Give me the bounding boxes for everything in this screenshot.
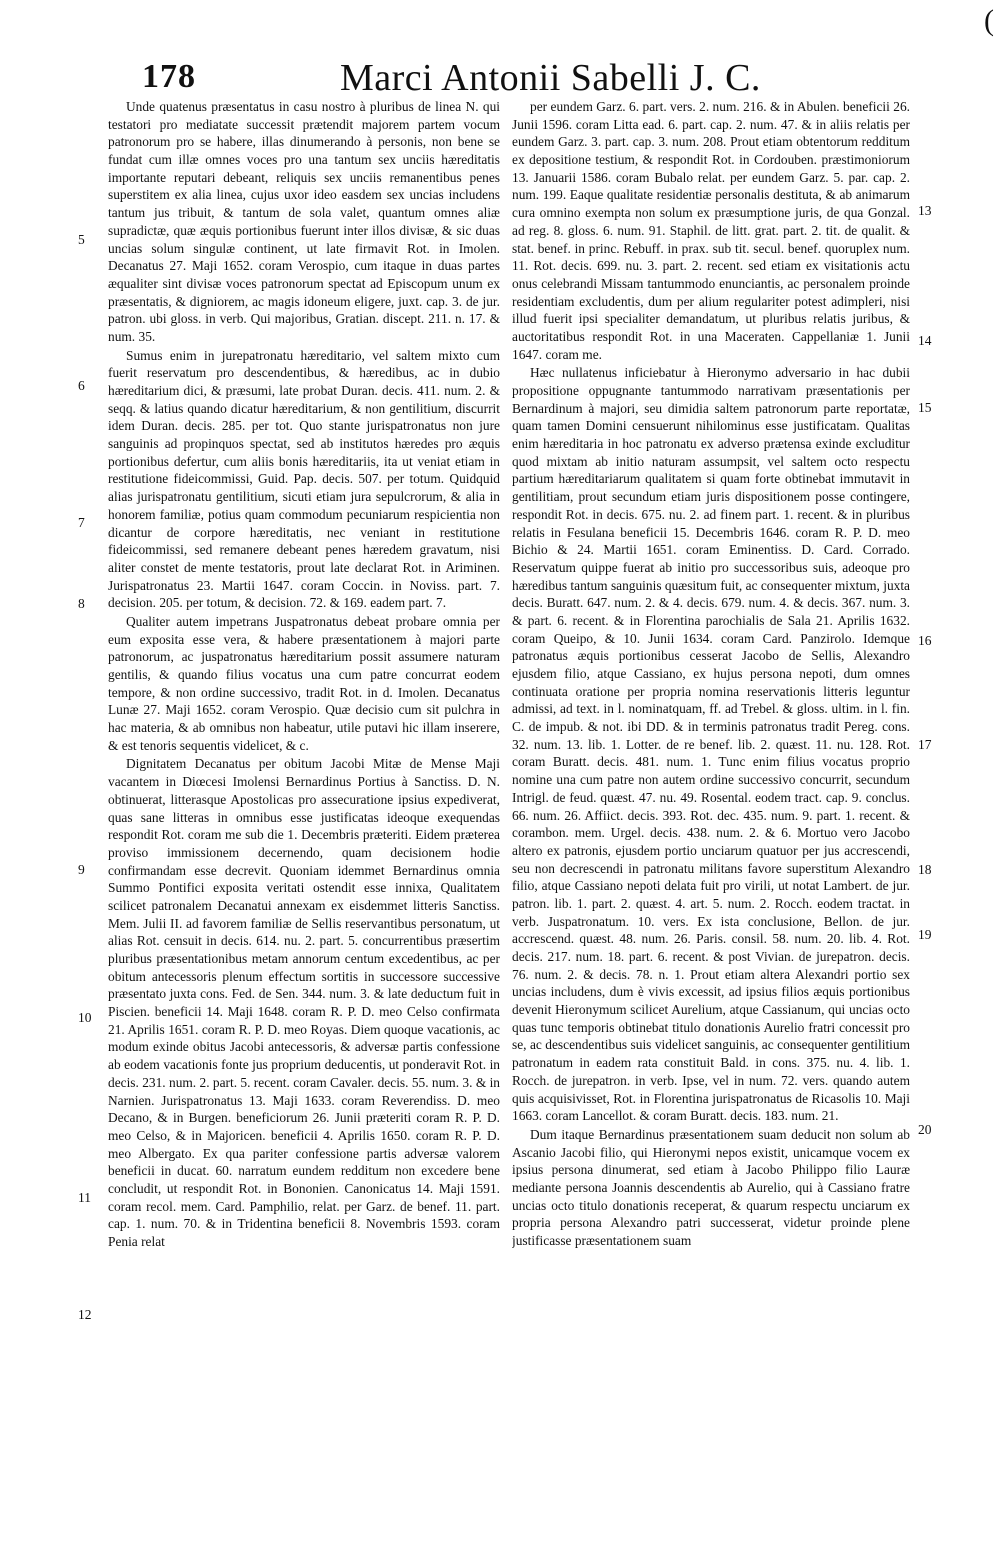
paragraph: Unde quatenus præsentatus in casu nostro à pluribus de linea N. qui testatori pro mediatate successit prætendit majorem partem vocum patronorum pro se habere, illas dinumerando à personis, non bene se fundat cum illæ omnes voces pro una tantum sex unciis hæreditatis importante reputari debeant, reliquis sex unciis remanentibus penes superstitem ex alia linea, cujus uxor ideo easdem sex uncias includens tantum jus tribuit, & tantum de sola valet, quantum omnes aliæ supradictæ, quæ æquis portionibus fuerunt inter illos divisæ, & sic duas uncias solum singulæ continent, ut late firmavit Rot. in Imolen. Decanatus 27. Maji 1652. coram Verospio, cum itaque in duas partes æqualiter sint divisæ voces patronorum spectat ad Episcopum unum ex præsentatis, & digniorem, ac magis idoneum eligere, juxt. cap. 3. de jur. patron. ubi gloss. in verb. Qui majoribus, Gratian. discept. 211. n. 17. & num. 35. [108, 99, 500, 344]
paragraph: per eundem Garz. 6. part. vers. 2. num. 216. & in Abulen. beneficii 26. Junii 1596. coram Litta ead. 6. part. cap. 2. num. 47. & in aliis relatis per eundem Garz. 3. part. cap. 3. num. 208. Prout etiam obtentorum redditum ex depositione testium, & respondit Rot. in Cordouben. præstimoniorum 13. Januarii 1586. coram Bubalo relat. per eundem Garz. 5. par. cap. 2. num. 199. Eaque qualitate residentiæ personalis destituta, & ab animarum cura omnino exempta non solum ex præsumptione juris, de qua Gonzal. ad reg. 8. gloss. 6. num. 91. Staphil. de litt. grat. part. 2. tit. de qualit. & stat. benef. in princ. Rebuff. in prax. sub tit. secul. benef. quoruplex num. 11. Rot. decis. 699. nu. 3. part. 2. recent. sed etiam ex visitationis actu onus celebrandi Missam tantummodo enunciantis, ac personalem proinde residentiam excludentis, dum per alium regulariter potest adimpleri, nisi illud fuerit ipsi specialiter demandatum, ut pluribus relatis juribus, & auctoritatibus respondit Rot. in una Maceraten. Cappellaniæ 1. Junii 1647. coram me. [512, 99, 910, 362]
running-title: Marci Antonii Sabelli J. C. [340, 57, 761, 99]
margin-number: 10 [78, 1010, 92, 1025]
margin-number: 8 [78, 596, 85, 611]
margin-number: 6 [78, 378, 85, 393]
paragraph: Sumus enim in jurepatronatu hæreditario, vel saltem mixto cum fuerit reservatum pro descendentibus, & hæredibus, ac in dubio hæreditarium dici, & præsumi, late probat Duran. decis. 411. num. 2. & seqq. & latius quando dicatur hæreditarium, & non gentilitium, discurrit idem Duran. decis. 285. per tot. Quo stante jurispatronatus non jure sanguinis ad propinquos spectat, sed ab institutos hæredes pro æquis portionibus defertur, cum aliis bonis hæreditariis, ita ut veniat etiam in restitutione fideicommissi, Guid. Pap. decis. 507. per totum. Quidquid alias jurispatronatu gentilitium, sicuti etiam jura sepulcrorum, & alia in honorem familiæ, potius quam commodum pecuniarum respicientia non dicantur de corpore hæreditatis, nec veniant in restitutione fideicommissi, sed remanere debeant penes hæredem gravatum, nisi aliter constet de mente testatoris, prout late declarat Rot. in Ariminen. Jurispatronatus 23. Martii 1647. coram Coccin. in Noviss. part. 7. decision. 205. per totum, & decision. 72. & 169. eadem part. 7. [108, 347, 500, 611]
margin-number: 20 [918, 1122, 932, 1137]
margin-number: 13 [918, 203, 932, 218]
paragraph: Qualiter autem impetrans Juspatronatus debeat probare omnia per eum exposita esse vera, & habere præsentationem à majori parte patronorum, ac juspatronatus hæreditarium possit assumere naturam gentilis, & quando filius vocatus una cum patre concurrat eodem tempore, & non ordine successivo, tradit Rot. in d. Imolen. Decanatus Lunæ 27. Maji 1652. coram Verospio. Quæ decisio cum sit pulchra in hac materia, & ab omnibus non habeatur, utile putavi hic illam inserere, & est tenoris sequentis videlicet, & c. [108, 613, 500, 753]
page-number: 178 [142, 58, 196, 95]
corner-mark: ( [984, 4, 994, 37]
margin-number: 11 [78, 1190, 91, 1205]
margin-number: 17 [918, 737, 932, 752]
margin-number: 9 [78, 862, 85, 877]
margin-number: 15 [918, 400, 932, 415]
paragraph: Dum itaque Bernardinus præsentationem suam deducit non solum ab Ascanio Jacobi filio, qui Hieronymi nepos existit, unicamque vocem ex ipsius persona dinumerat, sed etiam à Jacobo Philippo filio Lauræ mediante persona Joannis descendentis ab Aurelio, qui à Cassiano fratre uncias octo titulo donationis receperat, & quarum respectu unciarum ex propria persona Alexandro patri successerat, videtur proinde plene justificasse præsentationem suam [512, 1126, 910, 1248]
margin-number: 14 [918, 333, 932, 348]
margin-number: 16 [918, 633, 932, 648]
right-column [512, 98, 910, 1428]
margin-number: 19 [918, 927, 932, 942]
left-column [108, 98, 500, 1428]
margin-number: 18 [918, 862, 932, 877]
margin-number: 12 [78, 1307, 92, 1322]
paragraph: Dignitatem Decanatus per obitum Jacobi Mitæ de Mense Maji vacantem in Diœcesi Imolensi Bernardinus Portius à Sanctiss. D. N. obtinuerat, litterasque Apostolicas pro assecuratione ipsius expediverat, quas sane litteras in omnibus esse justificatas ideoque exequendas respondit Rot. coram me sub die 1. Decembris præteriti. Eidem præterea proviso immissionem decernendo, quam decisionem hodie confirmandam esse decrevit. Quoniam idemmet Bernardinus omnia Summo Pontifici exposita veritati ostendit esse innixa, Qualitatem scilicet patronalem Decanatui annexam ex eisdemmet litteris Sanctiss. Mem. Julii II. ad favorem familiæ de Sellis reservantibus personatum, ut alias Rot. censuit in decis. 614. nu. 2. part. 5. concurrentibus præsertim pluribus præsentationibus metam annorum centum excedentibus, ac per obitum antecessoris plenum effectum sortitis in successore successive præsentato juxta cons. Fed. de Sen. 344. num. 3. & late deductum fuit in Piscien. beneficii 14. Maji 1648. coram R. P. D. meo Celso confirmata 21. Aprilis 1651. coram R. P. D. meo Royas. Diem quoque vacationis, ac modum exinde obitus Jacobi antecessoris, & adversæ partis confessione ab eodem vacationis fonte jus proprium deducentis, ut ponderavit Rot. in decis. 231. num. 2. part. 5. recent. coram Cavaler. decis. 55. num. 3. & in Narnien. Jurispatronatus 13. Maji 1633. coram Reverendiss. D. meo Decano, & in Burgen. beneficiorum 26. Junii præteriti coram R. P. D. meo Celso, & in Majoricen. beneficii 4. Aprilis 1650. coram R. P. D. meo Albergato. Ex qua pariter confessione partis adversæ valorem beneficii in ducat. 60. narratum eundem redditum non excedere bene concludit, ut respondit Rot. in Bononien. Canonicatus 14. Maji 1591. coram recol. mem. Card. Pamphilio, relat. per Garz. de benef. 11. part. cap. 1. num. 70. & in Tridentina beneficii 8. Novembris 1593. coram Penia relat [108, 756, 500, 1249]
margin-number: 5 [78, 232, 85, 247]
margin-number: 7 [78, 515, 85, 530]
paragraph: Hæc nullatenus inficiebatur à Hieronymo adversario in hac dubii propositione oppugnante tantummodo narrativam præsentationis per Bernardinum à majori, seu dimidia saltem patronorum parte reportatæ, quam tamen Domini censuerunt nihilominus esse justificatam. Qualitas enim hæreditaria in hoc patronatu ex adverso prætensa exinde excluditur quod mixtam ab initio naturam assumpsit, vel saltem octo respectu partium hæreditariarum qualitatem si quam forte obtinebat immutavit in gentilitiam, prout secundum etiam juris dispositionem posse contingere, respondit Rot. in decis. 675. nu. 2. ad finem part. 1. recent. & in pluribus relatis in Fesulana beneficii 15. Decembris 1646. coram R. P. D. meo Bichio & 24. Martii 1651. coram Eminentiss. D. Card. Corrado. Reservatum quippe fuerat ab initio pro successoribus suis, adeoque pro hæredibus tantum sanguinis quæsitum fuit, ac consequenter mixtum, juxta decis. Buratt. 647. num. 2. & 4. decis. 679. num. 4. & decis. 367. num. 3. & part. 6. recent. & in Florentina parochialis de Sala 21. Aprilis 1632. coram Queipo, & 10. Junii 1634. coram Card. Panzirolo. Idemque patronatus æquis portionibus cesserat Jacobo de Sellis, Alexandro ejusdem filio, atque Cassiano, ex hujus persona nepoti, dum omnes continuata oratione per propria nomina reservationis litteris leguntur admissi, ad text. in l. nominatquam, ff. ad Trebel. & gloss. ultim. in l. fin. C. de impub. & not. ibi DD. & in terminis patronatus tradit Pereg. cons. 32. num. 13. lib. 1. Lotter. de re benef. lib. 2. quæst. 11. nu. 128. Rot. coram Buratt. decis. 481. num. 1. Tunc enim filius vocatus proprio nomine una cum patre non autem ordine successivo concurrit, secundum Intrigl. de feud. quæst. 47. nu. 49. Rosental. eodem tract. cap. 9. conclus. 66. num. 26. Affiict. decis. 393. Rot. dec. 435. num. 9. part. 1. recent. & corambon. mem. Urgel. decis. 438. num. 2. & 6. Mortuo vero Jacobo altero ex patronis, ejusdem portio unciarum quatuor per jus accrescendi, seu non decrescendi in patronatu militans favore superstitum Alexandro filio, atque Cassiano nepoti delata fuit pro virili, ut notat Lambert. de jur. patron. lib. 1. part. 2. quæst. 4. art. 5. num. 2. Rocch. eodem tractat. in verb. Juspatronatum. 10. vers. Ex ista conclusione, Bellon. de jur. accrescend. quæst. 48. num. 26. Paris. consil. 58. num. 20. lib. 4. Rot. decis. 217. num. 18. part. 6. recent. & post Vivian. de jurepatron. decis. 76. num. 2. & decis. 78. n. 1. Prout etiam altera Alexandri portio sex uncias includens, dum è vivis excessit, ad ipsius filios æquis portionibus devenit Hieronymum scilicet Aurelium, atque Cassianum, qui uncias octo quas tunc temporis obtinebat titulo donationis Aurelio fratri concessit pro se, ac descendentibus suis videlicet sanguinis, ac consequenter gentilitium patronatum in eadem rata constituit Bald. in cons. 375. nu. 4. lib. 1. Rocch. de jurepatron. in verb. Ipse, vel in num. 72. vers. quando autem quis acquisivisset, Rot. in Florentina jurispatronatus de Ricasolis 10. Maji 1663. coram Lancellot. & coram Buratt. decis. 183. num. 21. [512, 365, 910, 1124]
